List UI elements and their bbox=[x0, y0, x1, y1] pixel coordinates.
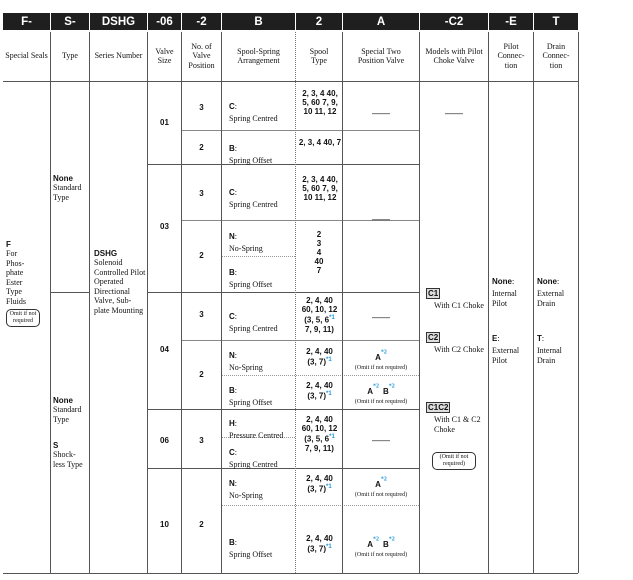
subheader-spool: Spool Type bbox=[309, 46, 329, 65]
row-divider bbox=[222, 256, 295, 257]
arrangement-10-n: N: No-Spring bbox=[229, 479, 263, 500]
position-04-2: 2 bbox=[199, 370, 204, 379]
position-10-2: 2 bbox=[199, 520, 204, 529]
seals-desc: For Phos- phate Ester Type Fluids bbox=[6, 249, 27, 306]
subheader-series: Series Number bbox=[94, 51, 143, 61]
position-03-3: 3 bbox=[199, 189, 204, 198]
row-divider bbox=[148, 409, 420, 410]
two-position-04c-dash: —— bbox=[372, 312, 390, 322]
row-divider bbox=[3, 573, 578, 574]
note-2-marker: *2 bbox=[388, 383, 395, 390]
arrangement-06-h: H: Pressure Centred bbox=[229, 419, 284, 440]
spool-10-b: 2, 4, 40 (3, 7)$^{*1}$ bbox=[306, 534, 333, 554]
series-cell bbox=[94, 249, 146, 359]
header-seals: F- bbox=[3, 13, 50, 30]
arrangement-03-n: N: No-Spring bbox=[229, 232, 263, 253]
header-drain: T bbox=[534, 13, 578, 30]
row-divider bbox=[182, 130, 420, 131]
spool-06: 2, 4, 40 60, 10, 12 (3, 5, 6$^{*1}$ 7, 9, 11) bbox=[301, 415, 338, 453]
position-06-3: 3 bbox=[199, 436, 204, 445]
column-divider bbox=[488, 32, 489, 573]
header-position: -2 bbox=[182, 13, 221, 30]
note-2-marker: *2 bbox=[388, 536, 395, 543]
type-shockless: S Shock- less Type bbox=[53, 441, 83, 469]
row-divider bbox=[148, 292, 420, 293]
type-standard-2: None Standard Type bbox=[53, 396, 82, 424]
note-2-marker: *2 bbox=[373, 383, 379, 390]
choke-c1: C1 With C1 Choke bbox=[428, 289, 484, 310]
two-position-06-dash: —— bbox=[372, 435, 390, 445]
two-position-03-dash: —— bbox=[372, 214, 390, 224]
column-divider bbox=[50, 32, 51, 573]
spool-04-c: 2, 4, 40 60, 10, 12 (3, 5, 6$^{*1}$ 7, 9, 11) bbox=[301, 296, 338, 334]
two-position-10-n: $A^{*2}$ (Omit if not required) bbox=[354, 476, 408, 498]
seals-omit-note: Omit if not required bbox=[6, 309, 40, 327]
pilot-external: E: External Pilot bbox=[492, 334, 520, 365]
subheader-choke: Models with Pilot Choke Valve bbox=[425, 46, 483, 65]
position-04-3: 3 bbox=[199, 310, 204, 319]
size-06: 06 bbox=[160, 436, 169, 445]
drain-internal: T: Internal Drain bbox=[537, 334, 562, 365]
note-1-marker: *1 bbox=[326, 484, 332, 490]
column-divider bbox=[221, 32, 222, 573]
note-1-marker: *1 bbox=[326, 544, 332, 550]
header-pilot: -E bbox=[489, 13, 533, 30]
position-01-2: 2 bbox=[199, 143, 204, 152]
series-code: DSHG bbox=[94, 249, 118, 258]
arrangement-04-b: B: Spring Offset bbox=[229, 386, 273, 407]
arrangement-04-n: N: No-Spring bbox=[229, 351, 263, 372]
seals-code: F bbox=[6, 240, 11, 249]
header-size: -06 bbox=[148, 13, 181, 30]
subheader-pilot: Pilot Connec- tion bbox=[497, 41, 525, 70]
two-position-10-b: $A^{*2}$ $B^{*2}$ (Omit if not required) bbox=[354, 536, 408, 558]
choke-01-dash: —— bbox=[445, 108, 463, 118]
note-1-marker: *1 bbox=[326, 391, 332, 397]
row-divider bbox=[51, 292, 90, 293]
column-divider bbox=[147, 32, 148, 573]
seals-cell bbox=[6, 240, 48, 350]
column-divider bbox=[181, 32, 182, 573]
header-two-position: A bbox=[343, 13, 419, 30]
spool-04-b: 2, 4, 40 (3, 7)$^{*1}$ bbox=[306, 381, 333, 401]
size-10: 10 bbox=[160, 520, 169, 529]
header-choke: -C2 bbox=[420, 13, 488, 30]
spool-03-c: 2, 3, 4 40, 5, 60 7, 9, 10 11, 12 bbox=[302, 175, 338, 202]
size-04: 04 bbox=[160, 345, 169, 354]
subheader-two-position: Special Two Position Valve bbox=[357, 46, 405, 65]
subheader-seals: Special Seals bbox=[5, 51, 48, 61]
arrangement-10-b: B: Spring Offset bbox=[229, 538, 273, 559]
spool-03-nb: 2 3 4 40 7 bbox=[314, 230, 324, 275]
choke-c1c2: C1C2 With C1 & C2 Choke bbox=[428, 403, 481, 434]
two-position-01-dash: —— bbox=[372, 108, 390, 118]
subheader-drain: Drain Connec- tion bbox=[542, 41, 570, 70]
two-position-04-n: $A^{*2}$ (Omit if not required) bbox=[354, 349, 408, 371]
arrangement-01-b: B: Spring Offset bbox=[229, 144, 273, 165]
subheader-type: Type bbox=[62, 51, 78, 61]
note-2-marker: *2 bbox=[380, 349, 387, 356]
column-divider bbox=[89, 32, 90, 573]
type-standard-1: None Standard Type bbox=[53, 174, 82, 202]
spool-04-n: 2, 4, 40 (3, 7)$^{*1}$ bbox=[306, 347, 333, 367]
choke-omit-note: (Omit if not required) bbox=[432, 452, 476, 470]
note-2-marker: *2 bbox=[373, 536, 379, 543]
spool-10-n: 2, 4, 40 (3, 7)$^{*1}$ bbox=[306, 474, 333, 494]
row-divider bbox=[222, 375, 419, 376]
position-03-2: 2 bbox=[199, 251, 204, 260]
drain-external: None: External Drain bbox=[537, 277, 565, 308]
arrangement-06-c: C: Spring Centred bbox=[229, 448, 278, 469]
note-1-marker: *1 bbox=[329, 315, 335, 321]
arrangement-03-c: C: Spring Centred bbox=[229, 188, 278, 209]
header-spring: B bbox=[222, 13, 295, 30]
note-1-marker: *1 bbox=[326, 357, 332, 363]
header-series: DSHG bbox=[90, 13, 147, 30]
note-2-marker: *2 bbox=[380, 476, 387, 483]
spool-01-b: 2, 3, 4 40, 7 bbox=[298, 138, 342, 147]
subheader-spring: Spool-Spring Arrangement bbox=[237, 46, 280, 65]
position-01-3: 3 bbox=[199, 103, 204, 112]
subheader-position: No. of Valve Position bbox=[188, 41, 215, 70]
size-01: 01 bbox=[160, 118, 169, 127]
size-03: 03 bbox=[160, 222, 169, 231]
column-divider bbox=[533, 32, 534, 573]
pilot-internal: None: Internal Pilot bbox=[492, 277, 517, 308]
arrangement-04-c: C: Spring Centred bbox=[229, 312, 278, 333]
choke-c2: C2 With C2 Choke bbox=[428, 333, 484, 354]
series-desc: Solenoid Controlled Pilot Operated Directional Valve, Sub-plate Mounting bbox=[94, 258, 146, 315]
row-divider bbox=[222, 505, 419, 506]
arrangement-01-c: C: Spring Centred bbox=[229, 102, 278, 123]
spool-01-c: 2, 3, 4 40, 5, 60 7, 9, 10 11, 12 bbox=[302, 89, 338, 116]
header-spool: 2 bbox=[296, 13, 342, 30]
note-1-marker: *1 bbox=[329, 434, 335, 440]
arrangement-03-b: B: Spring Offset bbox=[229, 268, 273, 289]
header-type: S- bbox=[51, 13, 89, 30]
subheader-size: Valve Size bbox=[155, 46, 174, 65]
column-divider bbox=[578, 32, 579, 573]
two-position-04-b: $A^{*2}$ $B^{*2}$ (Omit if not required) bbox=[354, 383, 408, 405]
row-divider bbox=[182, 340, 420, 341]
